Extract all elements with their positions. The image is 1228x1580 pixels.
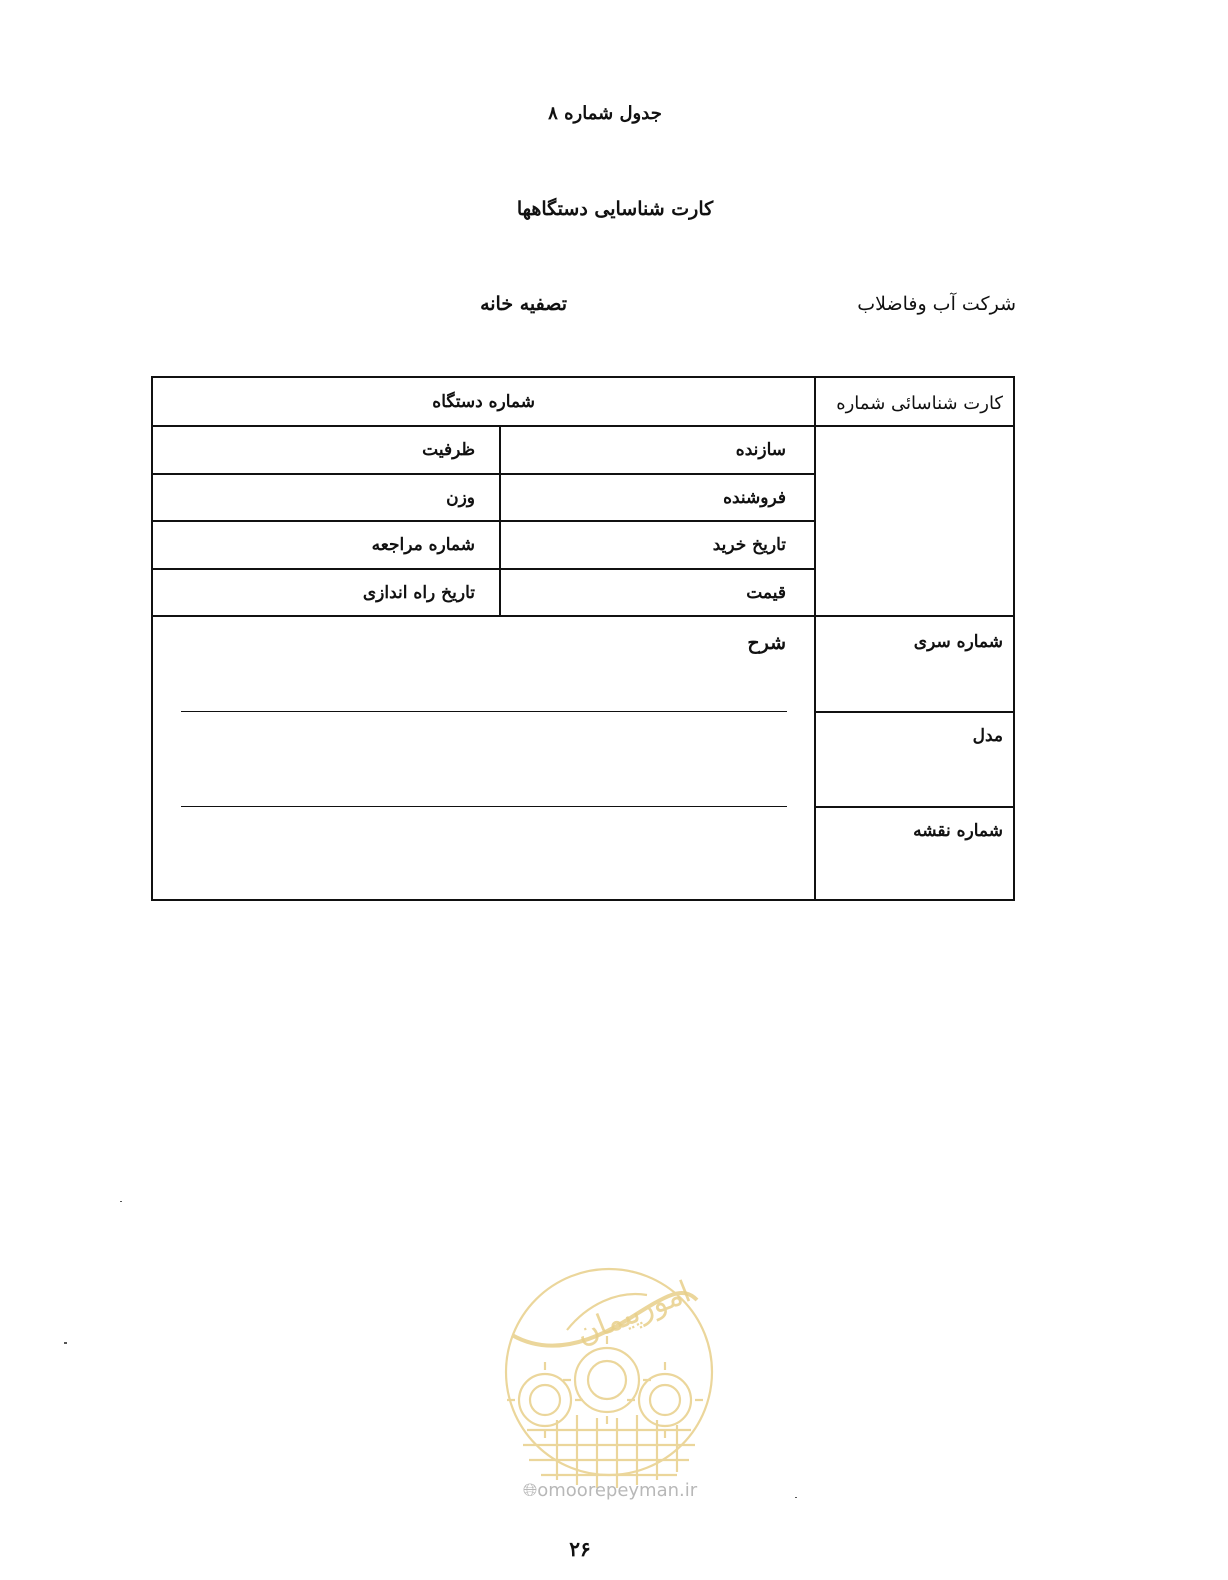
reference-number-label: شماره مراجعه <box>371 535 475 555</box>
company-name: شرکت آب وفاضلاب <box>857 293 1016 315</box>
scan-speck <box>120 1201 122 1202</box>
card-title-heading: کارت شناسایی دستگاهها <box>516 198 714 220</box>
drawing-number-label: شماره نقشه <box>913 821 1003 841</box>
globe-icon: 🌐︎ <box>522 1480 538 1501</box>
device-id-card-table <box>151 376 1015 901</box>
row-border <box>153 568 815 570</box>
capacity-label: ظرفیت <box>422 440 475 460</box>
plant-name: تصفیه خانه <box>480 293 567 315</box>
watermark-logo-text: امورپیمان <box>571 1274 696 1352</box>
page-number: ۲۶ <box>569 1537 591 1561</box>
row-border <box>153 520 815 522</box>
model-label: مدل <box>972 726 1003 746</box>
row-border <box>153 473 815 475</box>
id-card-number-label: کارت شناسائی شماره <box>836 393 1003 414</box>
description-rule <box>181 711 787 712</box>
right-column-separator <box>814 378 816 901</box>
commissioning-date-label: تاریخ راه اندازی <box>362 583 475 603</box>
manufacturer-label: سازنده <box>735 440 786 460</box>
description-label: شرح <box>747 632 786 654</box>
serial-number-label: شماره سری <box>913 632 1003 652</box>
weight-label: وزن <box>446 488 475 508</box>
row-border <box>815 711 1015 713</box>
row-border <box>153 615 1015 617</box>
scan-speck <box>64 1342 67 1344</box>
table-number-heading: جدول شماره ۸ <box>548 103 662 124</box>
purchase-date-label: تاریخ خرید <box>712 535 786 555</box>
device-number-label: شماره دستگاه <box>432 392 535 412</box>
header-row-border <box>153 425 1015 427</box>
scan-speck <box>795 1497 797 1498</box>
seller-label: فروشنده <box>723 488 786 508</box>
description-rule <box>181 806 787 807</box>
row-border <box>815 806 1015 808</box>
price-label: قیمت <box>746 583 786 603</box>
watermark-url: 🌐︎omoorepeyman.ir <box>522 1480 698 1501</box>
